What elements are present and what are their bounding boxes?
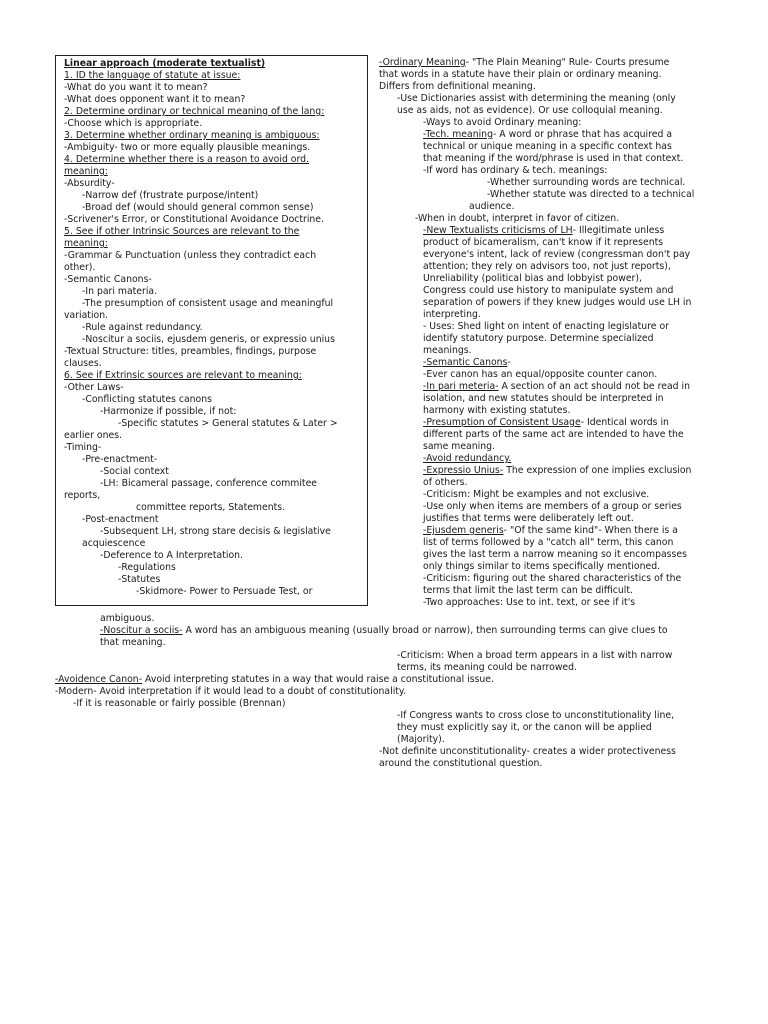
box-line — [64, 370, 302, 382]
text-run: -In pari meteria- — [423, 381, 499, 392]
right-column-line — [423, 117, 581, 129]
text-run: Linear approach (moderate textualist) — [64, 58, 266, 69]
text-run: terms, its meaning could be narrowed. — [397, 662, 577, 673]
text-run: 2. Determine ordinary or technical meaning of the lang: — [64, 106, 325, 117]
text-run: -Avoid redundancy. — [423, 453, 512, 464]
text-run: of others. — [423, 477, 468, 488]
text-run: -Broad def (would should general common sense) — [82, 202, 314, 213]
right-column-line — [423, 453, 511, 465]
text-run: -Conflicting statutes canons — [82, 394, 212, 405]
right-column-line — [423, 513, 634, 525]
bottom-line — [55, 686, 406, 698]
text-run: -Narrow def (frustrate purpose/intent) — [82, 190, 259, 201]
text-run: -If it is reasonable or fairly possible (Brennan) — [73, 698, 286, 709]
text-run: that meaning. — [100, 637, 166, 648]
text-run: - "The Plain Meaning" Rule- Courts presume — [465, 57, 670, 68]
text-run: meaning: — [64, 238, 108, 249]
text-run: -Timing- — [64, 442, 102, 453]
box-line — [64, 250, 316, 262]
text-run: 6. See if Extrinsic sources are relevant to meaning: — [64, 370, 302, 381]
right-column-line — [423, 441, 495, 453]
bottom-line — [73, 698, 285, 710]
text-run: -Ordinary Meaning — [379, 57, 466, 68]
text-run: Avoid interpreting statutes in a way that would raise a constitutional issue. — [142, 674, 494, 685]
right-column-line — [423, 369, 657, 381]
right-column-line — [423, 309, 481, 321]
bottom-line — [397, 734, 445, 746]
text-run: 5. See if other Intrinsic Sources are relevant to the — [64, 226, 300, 237]
right-column-line — [423, 141, 672, 153]
text-run: ambiguous. — [100, 613, 155, 624]
box-line — [82, 298, 333, 310]
box-line — [118, 418, 338, 430]
text-run: -When in doubt, interpret in favor of citizen. — [415, 213, 620, 224]
text-run: -Post-enactment — [82, 514, 159, 525]
right-column-line — [423, 333, 654, 345]
text-run: A section of an act should not be read in — [498, 381, 690, 392]
box-line — [64, 106, 324, 118]
text-run: -Noscitur a sociis- — [100, 625, 183, 636]
text-run: meaning: — [64, 166, 108, 177]
box-line — [100, 478, 317, 490]
text-run: product of bicameralism, can't know if it represents — [423, 237, 664, 248]
box-line — [64, 346, 316, 358]
text-run: -Choose which is appropriate. — [64, 118, 203, 129]
right-column-line — [423, 537, 673, 549]
right-column-line — [423, 549, 687, 561]
text-run: -Skidmore- Power to Persuade Test, or — [136, 586, 313, 597]
text-run: different parts of the same act are intended to have the — [423, 429, 684, 440]
text-run: -Modern- Avoid interpretation if it would lead to a doubt of constitutionality. — [55, 686, 407, 697]
bottom-line — [379, 758, 542, 770]
box-line — [118, 562, 176, 574]
text-run: -LH: Bicameral passage, conference commitee — [100, 478, 318, 489]
right-column-line — [487, 189, 694, 201]
box-line — [64, 58, 265, 70]
bottom-line — [397, 650, 672, 662]
bottom-line — [100, 613, 154, 625]
box-line — [64, 118, 202, 130]
right-column-line — [423, 465, 691, 477]
text-run: -Whether surrounding words are technical. — [487, 177, 686, 188]
right-column-line — [423, 573, 681, 585]
right-column-line — [397, 93, 676, 105]
bottom-line — [397, 722, 652, 734]
right-column-line — [379, 57, 669, 69]
text-run: only things similar to items specifically mentioned. — [423, 561, 661, 572]
right-column-line — [423, 357, 511, 369]
bottom-line — [397, 662, 577, 674]
text-run: -Specific statutes > General statutes & Later > — [118, 418, 338, 429]
right-column-line — [487, 177, 685, 189]
text-run: same meaning. — [423, 441, 495, 452]
right-column-line — [423, 153, 683, 165]
text-run: committee reports, Statements. — [136, 502, 286, 513]
text-run: -What do you want it to mean? — [64, 82, 208, 93]
right-column-line — [379, 69, 661, 81]
text-run: -Criticism: Might be examples and not exclusive. — [423, 489, 650, 500]
text-run: -Expressio Unius- — [423, 465, 504, 476]
bottom-line — [100, 637, 166, 649]
box-line — [82, 454, 157, 466]
text-run: -If word has ordinary & tech. meanings: — [423, 165, 608, 176]
text-run: -Avoidence Canon- — [55, 674, 143, 685]
text-run: -Ways to avoid Ordinary meaning: — [423, 117, 582, 128]
box-line — [64, 94, 245, 106]
text-run: 3. Determine whether ordinary meaning is ambiguous: — [64, 130, 320, 141]
text-run: -Pre-enactment- — [82, 454, 158, 465]
right-column-line — [423, 165, 607, 177]
text-run: -Semantic Canons- — [64, 274, 152, 285]
right-column-line — [423, 585, 633, 597]
text-run: -Two approaches: Use to int. text, or see if it's — [423, 597, 636, 608]
right-column-line — [423, 405, 570, 417]
text-run: justifies that terms were deliberately left out. — [423, 513, 634, 524]
text-run: 1. ID the language of statute at issue: — [64, 70, 241, 81]
text-run: gives the last term a narrow meaning so it encompasses — [423, 549, 687, 560]
right-column-line — [423, 249, 690, 261]
text-run: - A word or phrase that has acquired a — [492, 129, 673, 140]
text-run: meanings. — [423, 345, 472, 356]
text-run: -The presumption of consistent usage and meaningful — [82, 298, 334, 309]
text-run: - Illegitimate unless — [572, 225, 665, 236]
text-run: - "Of the same kind"- When there is a — [503, 525, 678, 536]
text-run: -Semantic Canons — [423, 357, 508, 368]
right-column-line — [415, 213, 619, 225]
right-column-line — [423, 129, 672, 141]
box-line — [82, 334, 335, 346]
right-column-line — [423, 417, 669, 429]
text-run: -Ambiguity- two or more equally plausible meanings. — [64, 142, 311, 153]
text-run: technical or unique meaning in a specific context has — [423, 141, 672, 152]
text-run: - Uses: Shed light on intent of enacting legislature or — [423, 321, 669, 332]
text-run: -New Textualists criticisms of LH — [423, 225, 573, 236]
text-run: -In pari materia. — [82, 286, 158, 297]
text-run: Congress could use history to manipulate system and — [423, 285, 674, 296]
right-column-line — [423, 261, 671, 273]
text-run: that meaning if the word/phrase is used in that context. — [423, 153, 684, 164]
box-line — [64, 442, 101, 454]
text-run: -Textual Structure: titles, preambles, findings, purpose — [64, 346, 317, 357]
text-run: reports, — [64, 490, 101, 501]
box-line — [64, 166, 108, 178]
text-run: audience. — [469, 201, 515, 212]
text-run: attention; they rely on advisors too, not just reports), — [423, 261, 671, 272]
box-line — [82, 202, 314, 214]
text-run: -Presumption of Consistent Usage — [423, 417, 581, 428]
text-run: -Scrivener's Error, or Constitutional Avoidance Doctrine. — [64, 214, 324, 225]
text-run: they must explicitly say it, or the canon will be applied — [397, 722, 652, 733]
right-column-line — [423, 321, 669, 333]
box-line — [64, 238, 108, 250]
box-line — [64, 262, 95, 274]
box-line — [64, 310, 108, 322]
box-line — [64, 490, 100, 502]
text-run: everyone's intent, lack of review (congressman don't pay — [423, 249, 691, 260]
right-column-line — [423, 525, 678, 537]
right-column-line — [423, 561, 660, 573]
text-run: use as aids, not as evidence). Or use colloquial meaning. — [397, 105, 663, 116]
text-run: - — [507, 357, 511, 368]
box-line — [100, 550, 243, 562]
bottom-line — [100, 625, 668, 637]
box-line — [100, 466, 169, 478]
box-line — [64, 130, 320, 142]
box-line — [64, 82, 208, 94]
bottom-line — [55, 674, 494, 686]
text-run: -Subsequent LH, strong stare decisis & legislative — [100, 526, 331, 537]
box-line — [82, 286, 157, 298]
text-run: around the constitutional question. — [379, 758, 543, 769]
right-column-line — [379, 81, 536, 93]
text-run: (Majority). — [397, 734, 445, 745]
text-run: earlier ones. — [64, 430, 123, 441]
text-run: -Deference to A Interpretation. — [100, 550, 244, 561]
text-run: -Criticism: When a broad term appears in a list with narrow — [397, 650, 673, 661]
text-run: -Absurdity- — [64, 178, 115, 189]
box-line — [82, 394, 212, 406]
box-line — [64, 70, 240, 82]
box-line — [64, 226, 299, 238]
right-column-line — [469, 201, 514, 213]
box-line — [64, 382, 124, 394]
box-line — [82, 190, 258, 202]
text-run: -Tech. meaning — [423, 129, 493, 140]
text-run: terms that limit the last term can be difficult. — [423, 585, 633, 596]
right-column-line — [397, 105, 663, 117]
text-run: variation. — [64, 310, 109, 321]
right-column-line — [423, 285, 673, 297]
text-run: -Noscitur a sociis, ejusdem generis, or expressio unius — [82, 334, 335, 345]
box-line — [64, 178, 115, 190]
text-run: -Statutes — [118, 574, 161, 585]
right-column-line — [423, 429, 684, 441]
text-run: acquiescence — [82, 538, 146, 549]
box-line — [100, 526, 331, 538]
box-line — [136, 502, 285, 514]
right-column-line — [423, 477, 467, 489]
text-run: -Ever canon has an equal/opposite counter canon. — [423, 369, 658, 380]
box-line — [100, 406, 236, 418]
right-column-line — [423, 597, 635, 609]
text-run: Unreliability (political bias and lobbyist power), — [423, 273, 642, 284]
text-run: - Identical words in — [580, 417, 669, 428]
text-run: -If Congress wants to cross close to unconstitutionality line, — [397, 710, 675, 721]
box-line — [64, 430, 122, 442]
right-column-line — [423, 393, 664, 405]
right-column-line — [423, 237, 663, 249]
box-line — [82, 514, 159, 526]
text-run: -Whether statute was directed to a technical — [487, 189, 695, 200]
box-line — [64, 358, 102, 370]
right-column-line — [423, 297, 691, 309]
text-run: -Other Laws- — [64, 382, 124, 393]
text-run: harmony with existing statutes. — [423, 405, 571, 416]
text-run: -Not definite unconstitutionality- creates a wider protectiveness — [379, 746, 676, 757]
box-line — [118, 574, 160, 586]
right-column-line — [423, 345, 472, 357]
box-line — [64, 274, 152, 286]
box-line — [82, 538, 145, 550]
text-run: Differs from definitional meaning. — [379, 81, 536, 92]
text-run: -Harmonize if possible, if not: — [100, 406, 237, 417]
right-column-line — [423, 501, 682, 513]
text-run: -Use Dictionaries assist with determining the meaning (only — [397, 93, 676, 104]
text-run: list of terms followed by a "catch all" term, this canon — [423, 537, 674, 548]
right-column-line — [423, 381, 690, 393]
right-column-line — [423, 489, 649, 501]
text-run: -Social context — [100, 466, 169, 477]
bottom-line — [379, 746, 676, 758]
box-line — [64, 142, 310, 154]
text-run: separation of powers if they knew judges would use LH in — [423, 297, 692, 308]
text-run: identify statutory purpose. Determine specialized — [423, 333, 654, 344]
text-run: interpreting. — [423, 309, 481, 320]
text-run: -Regulations — [118, 562, 176, 573]
text-run: A word has an ambiguous meaning (usually broad or narrow), then surrounding terms can give clues to — [182, 625, 668, 636]
text-run: -Ejusdem generis — [423, 525, 504, 536]
box-line — [82, 322, 203, 334]
text-run: clauses. — [64, 358, 102, 369]
box-line — [64, 154, 309, 166]
bottom-line — [397, 710, 674, 722]
text-run: The expression of one implies exclusion — [503, 465, 692, 476]
right-column-line — [423, 273, 642, 285]
text-run: -Use only when items are members of a group or series — [423, 501, 682, 512]
box-line — [64, 214, 324, 226]
right-column-line — [423, 225, 664, 237]
text-run: -Grammar & Punctuation (unless they contradict each — [64, 250, 317, 261]
text-run: other). — [64, 262, 96, 273]
text-run: 4. Determine whether there is a reason to avoid ord. — [64, 154, 310, 165]
box-line — [136, 586, 312, 598]
text-run: isolation, and new statutes should be interpreted in — [423, 393, 664, 404]
text-run: -Criticism: figuring out the shared characteristics of the — [423, 573, 682, 584]
text-run: -Rule against redundancy. — [82, 322, 203, 333]
text-run: that words in a statute have their plain or ordinary meaning. — [379, 69, 662, 80]
text-run: -What does opponent want it to mean? — [64, 94, 246, 105]
